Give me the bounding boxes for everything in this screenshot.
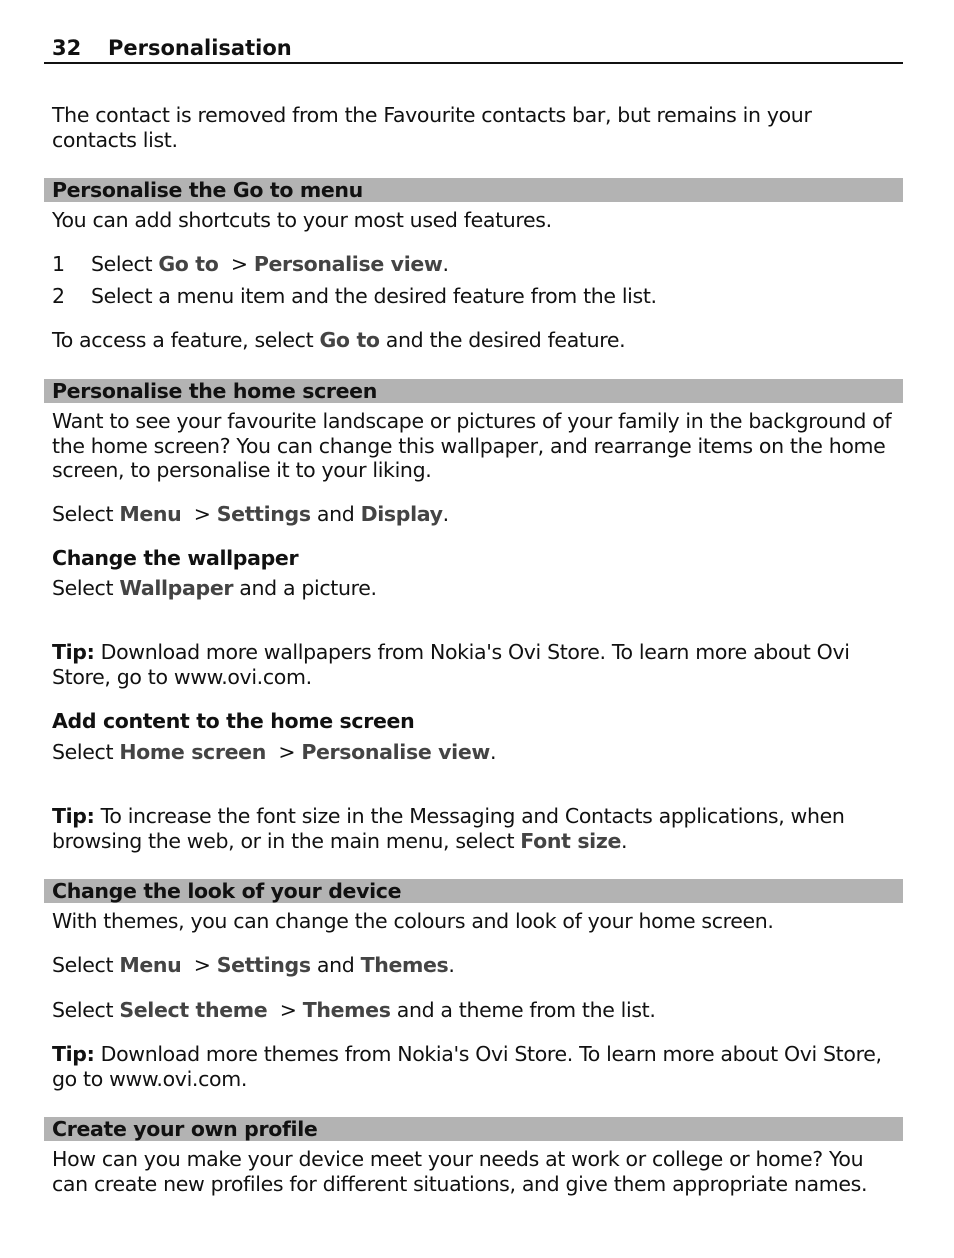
add-content-paragraph: Select Home screen > Personalise view. — [52, 740, 497, 764]
ui-term: Go to — [158, 252, 219, 276]
tip-font-size: Tip: To increase the font size in the Messaging and Contacts applications, when browsing the web, or in the main menu, select Font size. — [52, 804, 845, 853]
ui-term: Wallpaper — [119, 576, 234, 600]
page-number: 32 — [52, 36, 82, 60]
ui-term: Menu — [119, 502, 182, 526]
subheading-add-content: Add content to the home screen — [52, 709, 415, 733]
goto-access-paragraph: To access a feature, select Go to and the desired feature. — [52, 328, 626, 352]
ui-term: Menu — [119, 953, 182, 977]
section-heading-goto: Personalise the Go to menu — [44, 178, 903, 202]
section-heading-profile: Create your own profile — [44, 1117, 903, 1141]
ui-term: Font size — [520, 828, 621, 853]
running-header — [44, 34, 903, 64]
tip-label: Tip: — [52, 804, 95, 828]
tip-wallpaper: Tip: Download more wallpapers from Nokia's Ovi Store. To learn more about Ovi Store, go to www.ovi.com. — [52, 640, 850, 689]
ui-term: Personalise view — [301, 740, 490, 764]
look-select-paragraph: Select Menu > Settings and Themes. — [52, 953, 455, 977]
home-select-paragraph: Select Menu > Settings and Display. — [52, 502, 449, 526]
ui-term: Themes — [302, 998, 391, 1022]
ui-term: Select theme — [119, 998, 268, 1022]
step-number: 2 — [52, 284, 65, 308]
tip-label: Tip: — [52, 640, 95, 664]
ui-term: Display — [360, 502, 443, 526]
chapter-title: Personalisation — [108, 36, 292, 60]
ui-term: Themes — [360, 953, 449, 977]
home-intro: Want to see your favourite landscape or pictures of your family in the background of the home screen? You can change this wallpaper, and rearrange items on the home screen, to personalise it to your liking. — [52, 409, 892, 482]
goto-intro: You can add shortcuts to your most used features. — [52, 208, 552, 232]
ui-term: Settings — [216, 502, 311, 526]
wallpaper-paragraph: Select Wallpaper and a picture. — [52, 576, 377, 600]
profile-intro: How can you make your device meet your needs at work or college or home? You can create new profiles for different situations, and give them appropriate names. — [52, 1147, 868, 1196]
step-number: 1 — [52, 252, 65, 276]
list-item: 2 Select a menu item and the desired feature from the list. — [52, 284, 657, 308]
list-item: 1 Select Go to > Personalise view. — [52, 252, 449, 276]
ui-term: Settings — [216, 953, 311, 977]
intro-paragraph: The contact is removed from the Favourite contacts bar, but remains in your contacts list. — [52, 103, 812, 152]
tip-label: Tip: — [52, 1042, 95, 1066]
section-heading-look: Change the look of your device — [44, 879, 903, 903]
tip-themes: Tip: Download more themes from Nokia's Ovi Store. To learn more about Ovi Store, go to www.ovi.com. — [52, 1042, 882, 1091]
theme-select-paragraph: Select Select theme > Themes and a theme from the list. — [52, 998, 656, 1022]
look-intro: With themes, you can change the colours and look of your home screen. — [52, 909, 774, 933]
ui-term: Personalise view — [253, 252, 443, 276]
ui-term: Home screen — [119, 740, 266, 764]
section-heading-home: Personalise the home screen — [44, 379, 903, 403]
ui-term: Go to — [319, 328, 380, 352]
subheading-wallpaper: Change the wallpaper — [52, 546, 299, 570]
